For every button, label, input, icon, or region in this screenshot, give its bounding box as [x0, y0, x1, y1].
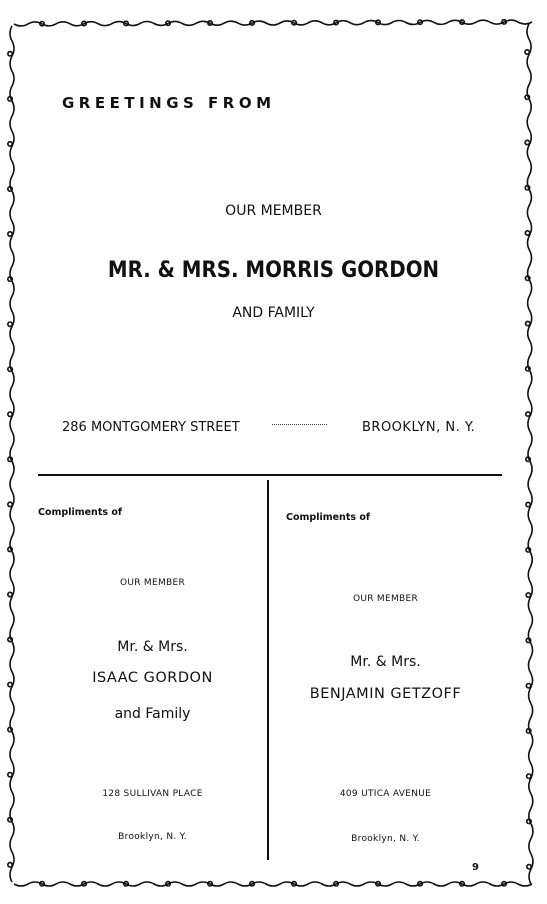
right-member-label: OUR MEMBER — [352, 594, 419, 604]
left-family: and Family — [114, 706, 191, 722]
right-name: BENJAMIN GETZOFF — [309, 686, 462, 702]
vertical-divider — [267, 480, 269, 860]
member-name: MR. & MRS. MORRIS GORDON — [107, 258, 440, 283]
left-member-label: OUR MEMBER — [119, 578, 186, 588]
right-title: Mr. & Mrs. — [350, 654, 421, 670]
left-street: 128 SULLIVAN PLACE — [102, 789, 203, 799]
dotted-divider — [272, 424, 327, 425]
horizontal-divider — [38, 474, 502, 476]
left-title: Mr. & Mrs. — [117, 639, 188, 655]
right-city: Brooklyn, N. Y. — [351, 834, 420, 844]
member-city: BROOKLYN, N. Y. — [362, 420, 476, 435]
greeting-heading: GREETINGS FROM — [62, 94, 276, 112]
left-city: Brooklyn, N. Y. — [118, 832, 187, 842]
right-compliments: Compliments of — [286, 512, 370, 523]
page-number: 9 — [472, 862, 479, 873]
member-label: OUR MEMBER — [225, 203, 322, 219]
member-family: AND FAMILY — [232, 305, 315, 321]
left-name: ISAAC GORDON — [92, 670, 213, 686]
left-compliments: Compliments of — [38, 507, 122, 518]
right-street: 409 UTICA AVENUE — [339, 789, 432, 799]
member-street: 286 MONTGOMERY STREET — [62, 420, 240, 435]
